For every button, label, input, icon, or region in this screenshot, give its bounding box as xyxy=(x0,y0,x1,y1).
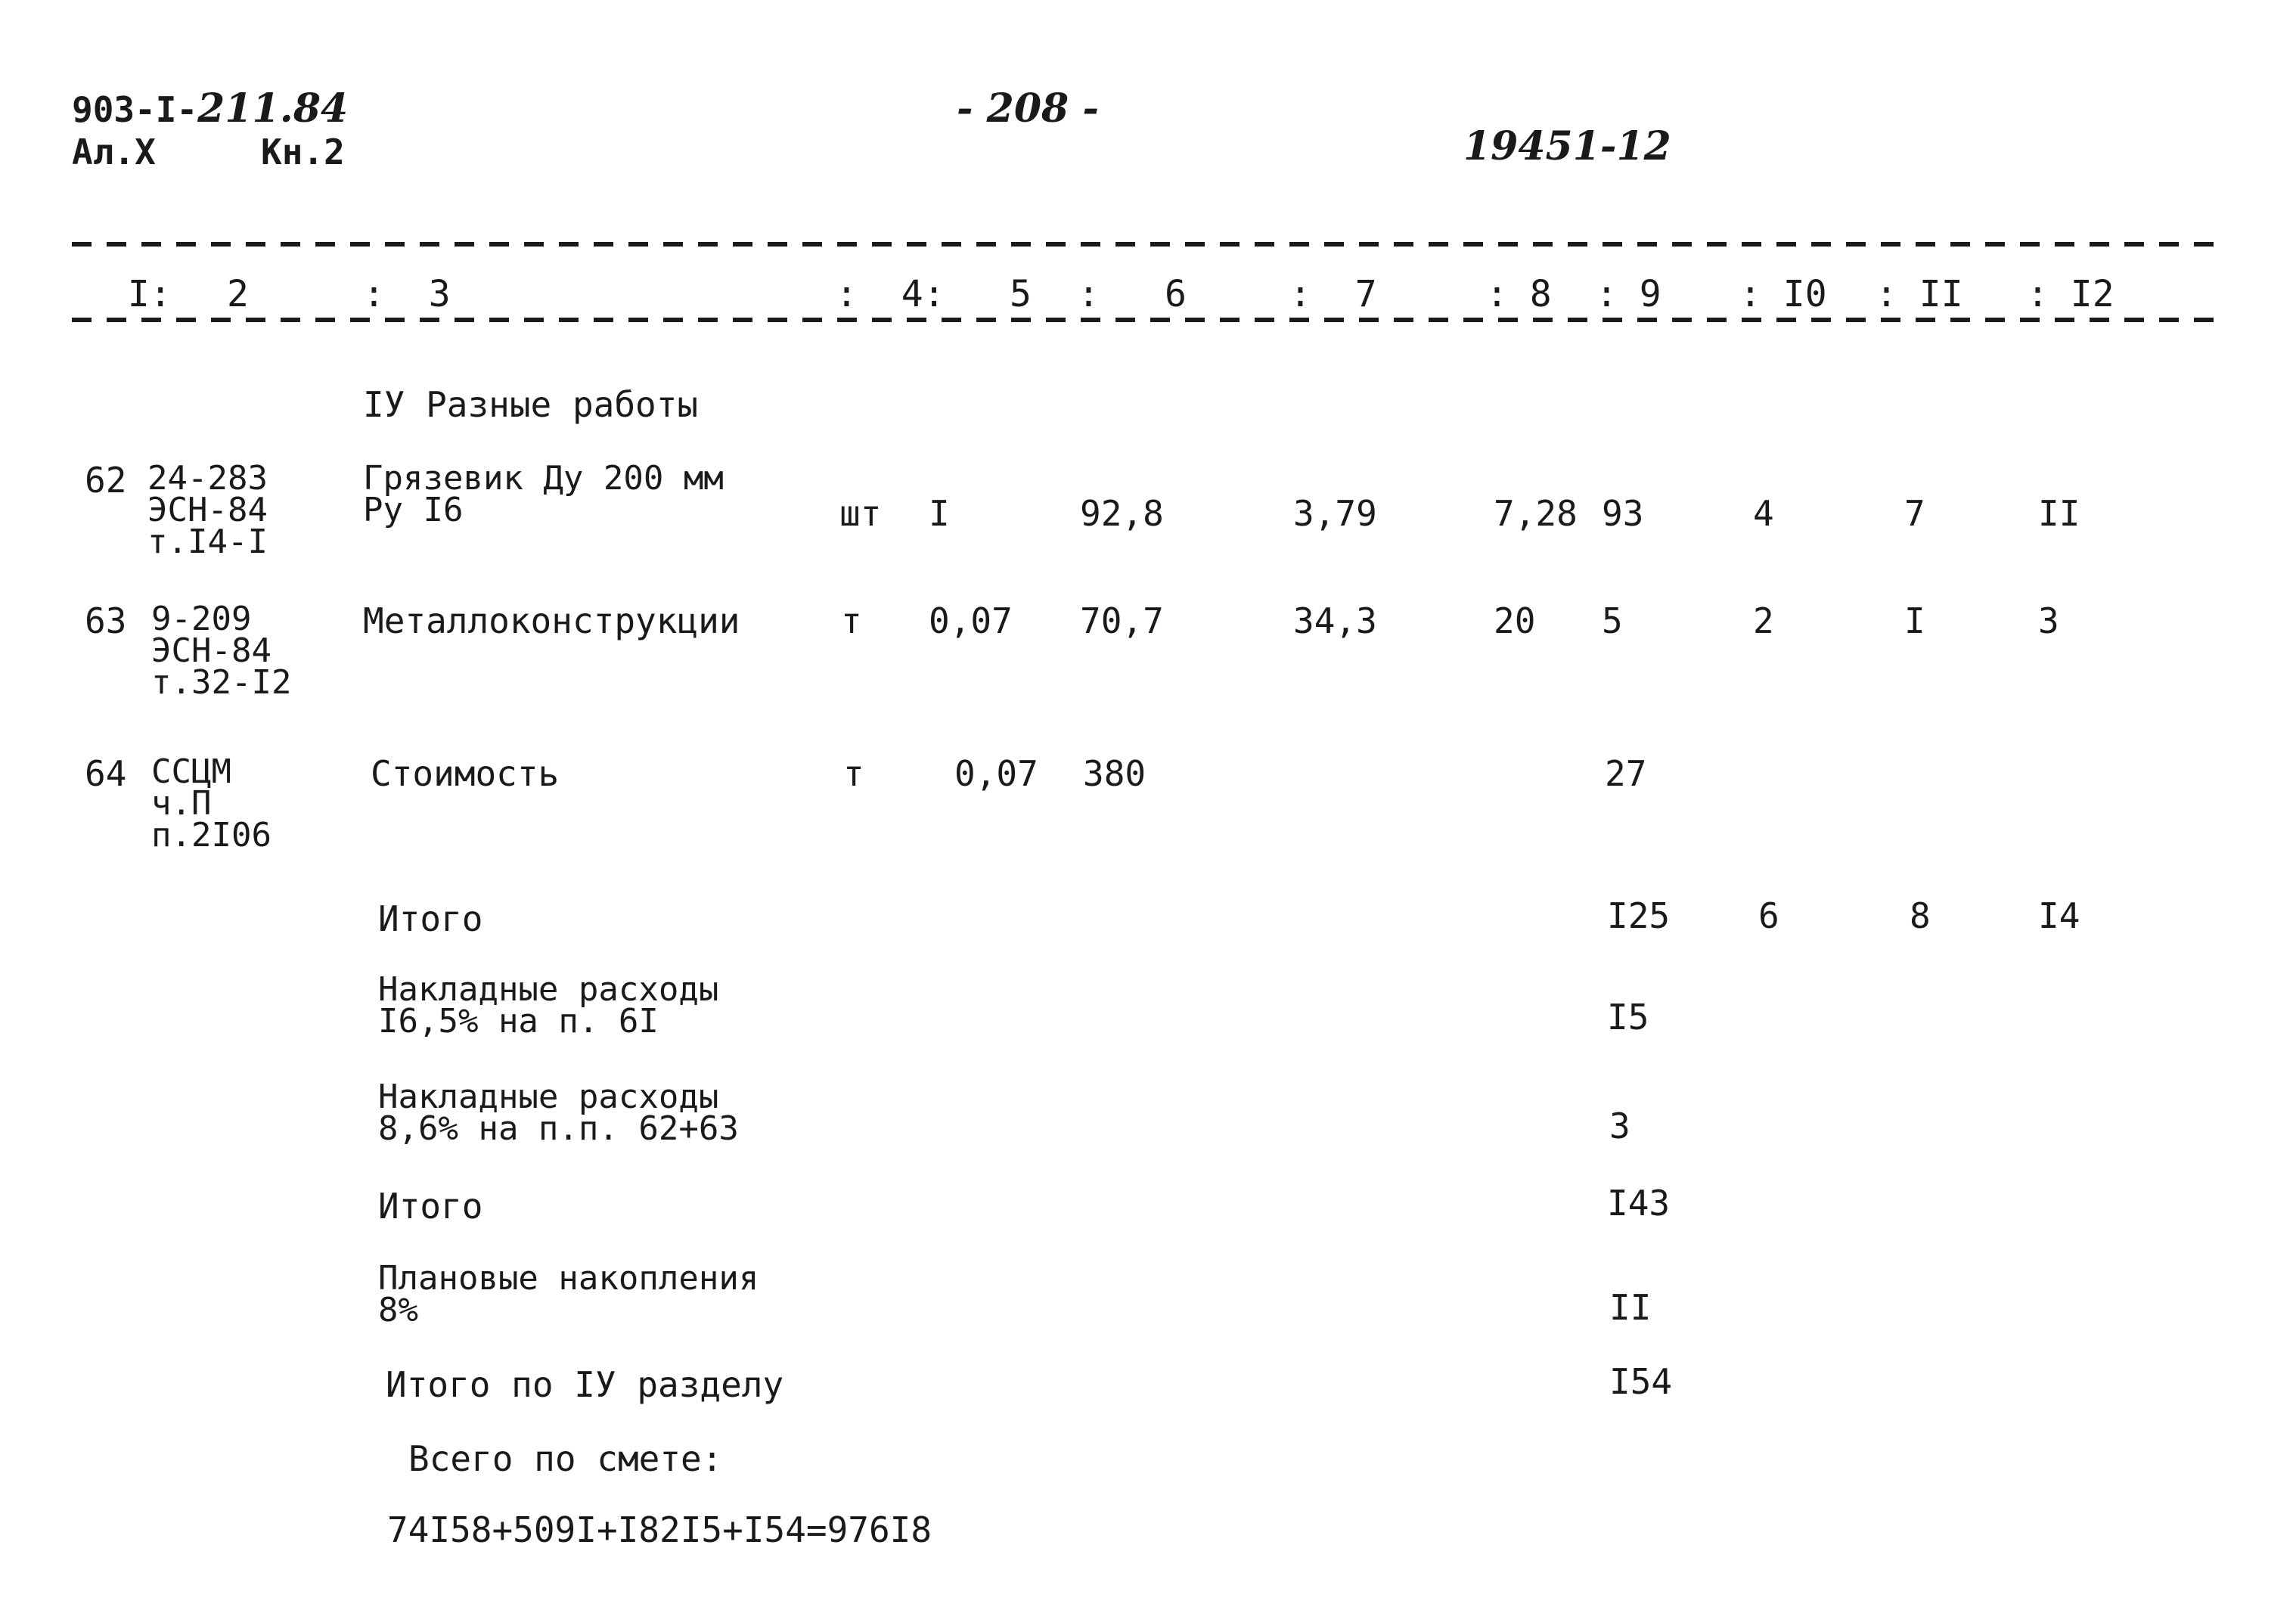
row-qty: 0,07 xyxy=(954,753,1038,794)
row-col10: 4 xyxy=(1753,493,1774,534)
col-header-9: : 9 xyxy=(1596,273,1661,315)
row-number: 62 xyxy=(85,460,127,501)
section-total-label: Итого по IУ разделу xyxy=(386,1364,784,1405)
row-name: Стоимость xyxy=(371,753,560,794)
row-col10: 2 xyxy=(1753,600,1774,641)
row-col9: 93 xyxy=(1602,493,1644,534)
total-col10: 6 xyxy=(1758,895,1779,936)
document-code-handwritten: 211.84 xyxy=(197,85,349,132)
row-unit: т xyxy=(841,600,862,641)
total-col11: 8 xyxy=(1910,895,1931,936)
grand-total-formula: 74I58+509I+I82I5+I54=976I8 xyxy=(387,1509,932,1550)
row-col7: 34,3 xyxy=(1293,600,1377,641)
total-label: Итого xyxy=(378,1186,483,1227)
col-header-2: 2 xyxy=(227,273,249,315)
col-header-7: : 7 xyxy=(1289,273,1377,315)
row-col8: 20 xyxy=(1494,600,1536,641)
section-total-col9: I54 xyxy=(1609,1361,1673,1402)
row-number: 64 xyxy=(85,753,127,794)
row-name: Металлоконструкции xyxy=(363,600,740,641)
row-unit: шт xyxy=(839,493,882,534)
total-col9: I25 xyxy=(1607,895,1671,936)
row-qty: 0,07 xyxy=(929,600,1013,641)
col-header-1: I: xyxy=(106,273,172,315)
page-number: - 208 - xyxy=(957,85,1099,132)
col-header-sep: : xyxy=(1078,273,1100,315)
row-col9: 27 xyxy=(1605,753,1647,794)
overhead-label: Накладные расходы 8,6% на п.п. 62+63 xyxy=(378,1078,739,1148)
row-col6: 70,7 xyxy=(1080,600,1164,641)
row-unit: т xyxy=(843,753,864,794)
row-number: 63 xyxy=(85,600,127,641)
col-header-3: : 3 xyxy=(363,273,451,315)
row-col6: 380 xyxy=(1083,753,1146,794)
section-title: IУ Разные работы xyxy=(363,384,699,425)
total-col9: I43 xyxy=(1607,1183,1671,1224)
row-col8: 7,28 xyxy=(1494,493,1578,534)
col-header-12: : I2 xyxy=(2027,273,2114,315)
planned-savings-col9: II xyxy=(1609,1287,1652,1328)
planned-savings-label: Плановые накопления 8% xyxy=(378,1259,759,1329)
album-label: Ал.X xyxy=(72,132,156,172)
col-header-11: : II xyxy=(1876,273,1963,315)
row-code: 9-209 ЭСН-84 т.32-I2 xyxy=(151,600,292,702)
row-qty: I xyxy=(929,493,950,534)
row-col12: II xyxy=(2038,493,2080,534)
overhead-col9: I5 xyxy=(1607,997,1649,1038)
col-header-10: : I0 xyxy=(1739,273,1827,315)
col-header-4: : 4: xyxy=(836,273,945,315)
grand-total-label: Всего по смете: xyxy=(408,1438,723,1479)
header-rule-bottom xyxy=(72,318,2227,322)
document-code-prefix: 903-I- xyxy=(72,89,198,130)
header-rule-top xyxy=(72,242,2227,247)
overhead-col9: 3 xyxy=(1609,1106,1630,1146)
row-col9: 5 xyxy=(1602,600,1623,641)
row-code: 24-283 ЭСН-84 т.I4-I xyxy=(147,459,268,561)
row-col7: 3,79 xyxy=(1293,493,1377,534)
row-col11: I xyxy=(1904,600,1925,641)
total-label: Итого xyxy=(378,898,483,939)
book-label: Кн.2 xyxy=(261,132,345,172)
col-header-6: 6 xyxy=(1165,273,1187,315)
overhead-label: Накладные расходы I6,5% на п. 6I xyxy=(378,970,719,1041)
document-code xyxy=(72,85,349,132)
row-col12: 3 xyxy=(2038,600,2059,641)
row-code: ССЦМ ч.П п.2I06 xyxy=(151,752,271,855)
row-col11: 7 xyxy=(1904,493,1925,534)
stamp-number: 19451-12 xyxy=(1463,123,1671,169)
col-header-5: 5 xyxy=(1010,273,1032,315)
total-col12: I4 xyxy=(2038,895,2080,936)
col-header-8: : 8 xyxy=(1486,273,1552,315)
row-col6: 92,8 xyxy=(1080,493,1164,534)
row-name: Грязевик Ду 200 мм Ру I6 xyxy=(363,459,724,529)
